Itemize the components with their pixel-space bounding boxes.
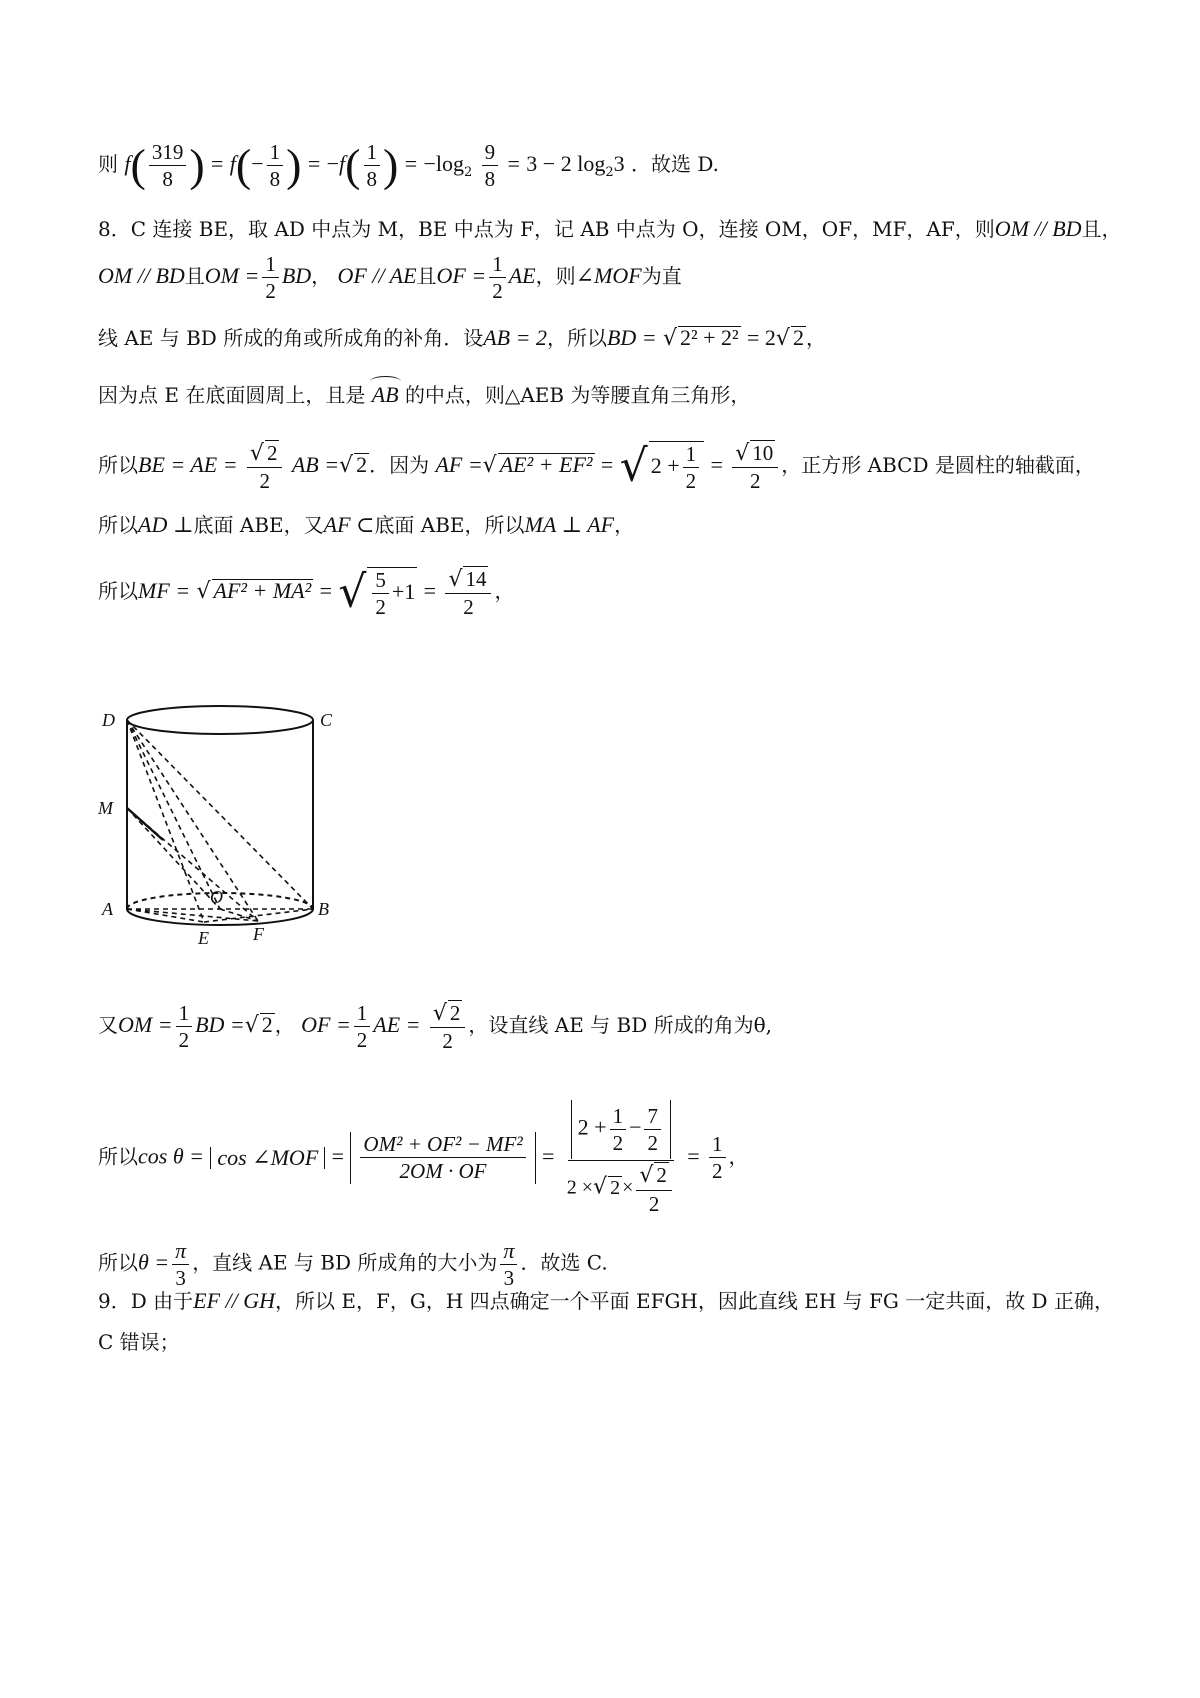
top-ellipse xyxy=(127,706,313,734)
problem-8-cos-line: 所以cos θ = cos ∠MOF = $\frac{\text{OM² + OF² − MF²}}{2OM \cdot OF}$ = 2 + $\frac{1}{2}$ − $\frac{7}{2}$ 2 ×√ 2 × $\frac{√ 2}{2}$ = $\frac{1}{2}$ ， xyxy=(98,1100,749,1216)
problem-9-line-2: C 错误； xyxy=(98,1330,180,1354)
problem-8-line-7: 所以MF = √ AF² + MA² = √ $\frac{5}{2}$ +1 = $\frac{√ 14}{2}$ ， xyxy=(98,566,515,620)
cylinder-figure xyxy=(98,700,358,960)
problem-9-line-1: 9．D 由于EF // GH，所以 E，F，G，H 四点确定一个平面 EFGH，因此直线 EH 与 FG 一定共面，故 D 正确， xyxy=(98,1288,1114,1313)
segment-EB xyxy=(204,909,313,922)
problem-8-line-4: 因为点 E 在底面圆周上，且是 AB 的中点，则△AEB 为等腰直角三角形， xyxy=(98,382,751,407)
label-E: E xyxy=(198,928,209,948)
problem-8-line-2: OM // BD且OM = $\frac{1}{2}$ BD， OF // AE且OF = $\frac{1}{2}$ AE，则∠MOF为直 xyxy=(98,252,682,304)
fraction: $\frac{319}{8}$ xyxy=(149,140,187,191)
problem-8-line-5: 所以BE = AE = $\frac{√ 2}{2}$ AB =√ 2 ．因为 AF =√ AE² + EF² = √ 2 + $\frac{1}{2}$ = $\frac{√ 10}{2}$ ，正方形 ABCD 是圆柱的轴截面， xyxy=(98,440,1095,494)
problem-8-line-3: 线 AE 与 BD 所成的角或所成角的补角．设AB = 2，所以BD = √ 2² + 2² = 2√ 2 ， xyxy=(98,325,826,351)
segment-DB xyxy=(127,720,313,909)
problem-8-line-6: 所以AD ⊥底面 ABE，又AF ⊂底面 ABE，所以MA ⊥ AF， xyxy=(98,512,635,537)
label-M: M xyxy=(98,798,113,818)
problem-8-conclusion: 所以θ = $\frac{\pi}{3}$ ，直线 AE 与 BD 所成角的大小为 $\frac{\pi}{3}$ ．故选 C. xyxy=(98,1238,608,1291)
label-O: O xyxy=(210,887,223,907)
label-C: C xyxy=(320,710,333,730)
segment-M-solid xyxy=(127,808,163,840)
problem-8-line-8: 又OM = $\frac{1}{2}$ BD =√ 2 ， OF = $\frac{1}{2}$ AE = $\frac{√ 2}{2}$ ，设直线 AE 与 BD 所成的角为θ, xyxy=(98,1001,773,1054)
problem-8-line-1: 8．C 连接 BE，取 AD 中点为 M，BE 中点为 F，记 AB 中点为 O，连接 OM，OF，MF，AF，则OM // BD且， xyxy=(98,216,1122,241)
formula-line-1: 则 f( $\frac{319}{8}$ ) = f(− $\frac{1}{8}$ ) = −f( $\frac{1}{8}$ ) = $-\log_2$ $\frac{9}{8}$ = 3 − 2 $\log_23$ ．故选 D. xyxy=(98,139,720,192)
label-B: B xyxy=(318,899,329,919)
label-D: D xyxy=(102,710,115,730)
label-A: A xyxy=(102,899,113,919)
label-F: F xyxy=(253,924,264,944)
segment-DO xyxy=(127,720,220,909)
